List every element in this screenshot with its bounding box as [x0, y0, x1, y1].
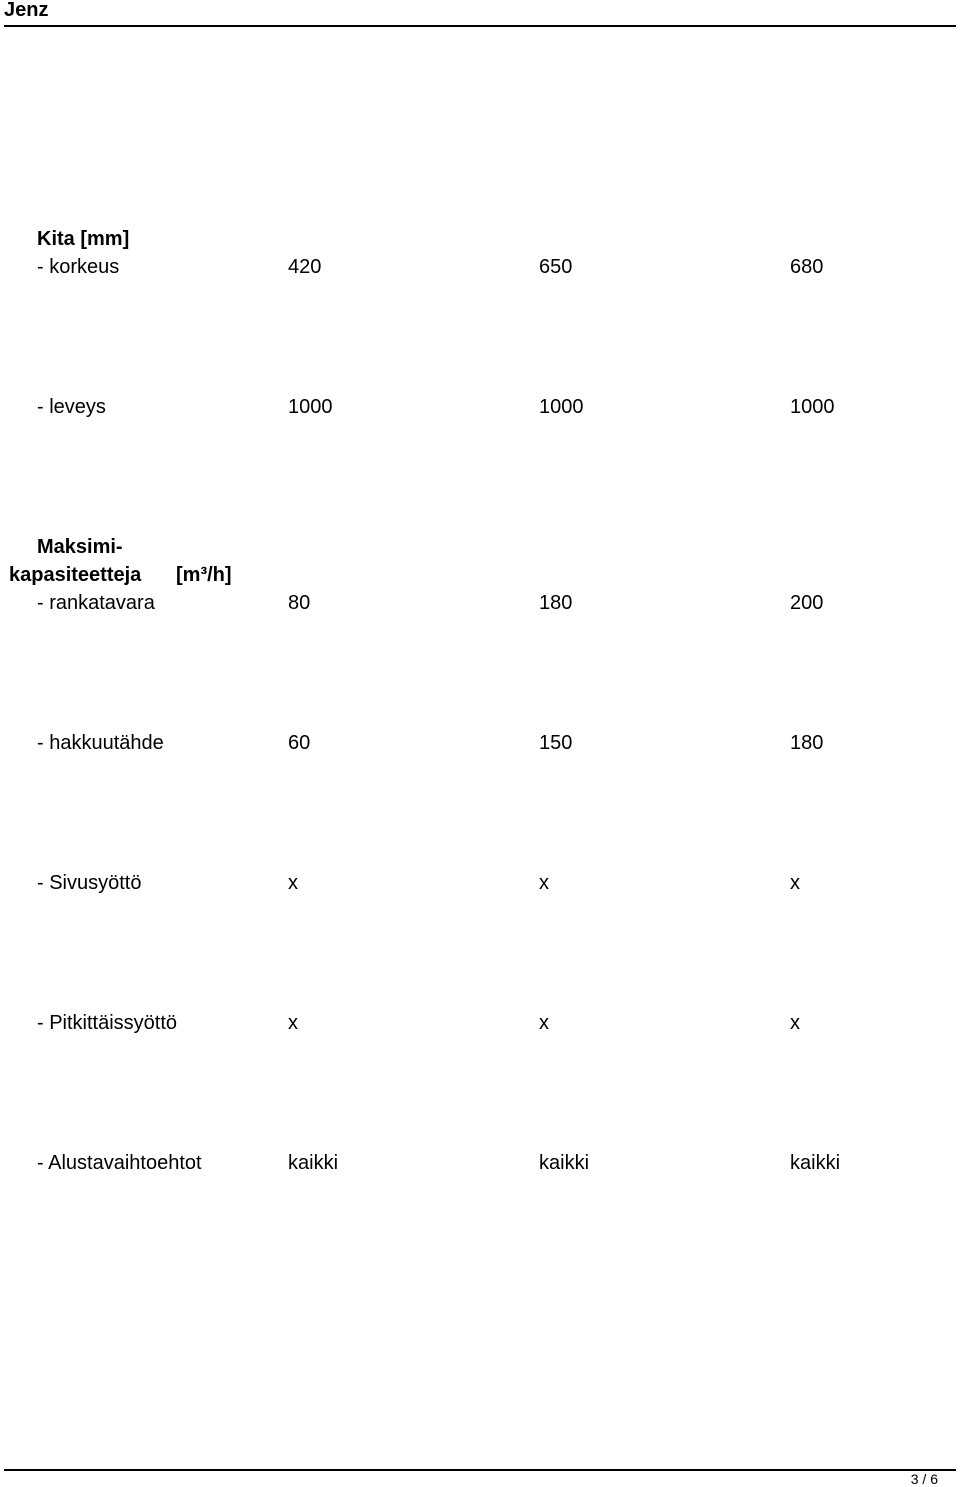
row-label: - hakkuutähde [37, 732, 164, 754]
row-value-1: x [288, 1012, 298, 1034]
section-heading-capacity-line1: Maksimi- [37, 536, 123, 558]
row-label: - Alustavaihtoehtot [37, 1152, 202, 1174]
row-label: - Pitkittäissyöttö [37, 1012, 178, 1034]
row-value-3: 200 [790, 592, 824, 614]
row-label: - leveys [37, 396, 106, 418]
section-heading-capacity-line2: kapasiteetteja [9, 564, 142, 586]
row-value-3: 680 [790, 256, 824, 278]
row-value-1: 60 [288, 732, 311, 754]
row-value-3: 180 [790, 732, 824, 754]
row-value-3: x [790, 872, 800, 894]
row-value-1: 420 [288, 256, 322, 278]
row-label: - korkeus [37, 256, 120, 278]
row-value-1: 80 [288, 592, 311, 614]
row-value-1: x [288, 872, 298, 894]
page-number: 3 / 6 [910, 1471, 938, 1487]
document-title: Jenz [4, 0, 49, 21]
row-value-2: x [539, 872, 549, 894]
row-value-3: 1000 [790, 396, 835, 418]
row-value-2: 150 [539, 732, 573, 754]
footer-divider [4, 1469, 956, 1471]
row-value-1: kaikki [288, 1152, 339, 1174]
section-heading-kita: Kita [mm] [37, 228, 130, 250]
row-value-2: 180 [539, 592, 573, 614]
row-label: - Sivusyöttö [37, 872, 142, 894]
row-value-3: kaikki [790, 1152, 841, 1174]
row-label: - rankatavara [37, 592, 155, 614]
row-value-2: 650 [539, 256, 573, 278]
header-divider [4, 25, 956, 27]
row-value-1: 1000 [288, 396, 333, 418]
section-heading-capacity-unit: [m³/h] [176, 564, 232, 586]
row-value-2: x [539, 1012, 549, 1034]
row-value-3: x [790, 1012, 800, 1034]
row-value-2: kaikki [539, 1152, 590, 1174]
row-value-2: 1000 [539, 396, 584, 418]
